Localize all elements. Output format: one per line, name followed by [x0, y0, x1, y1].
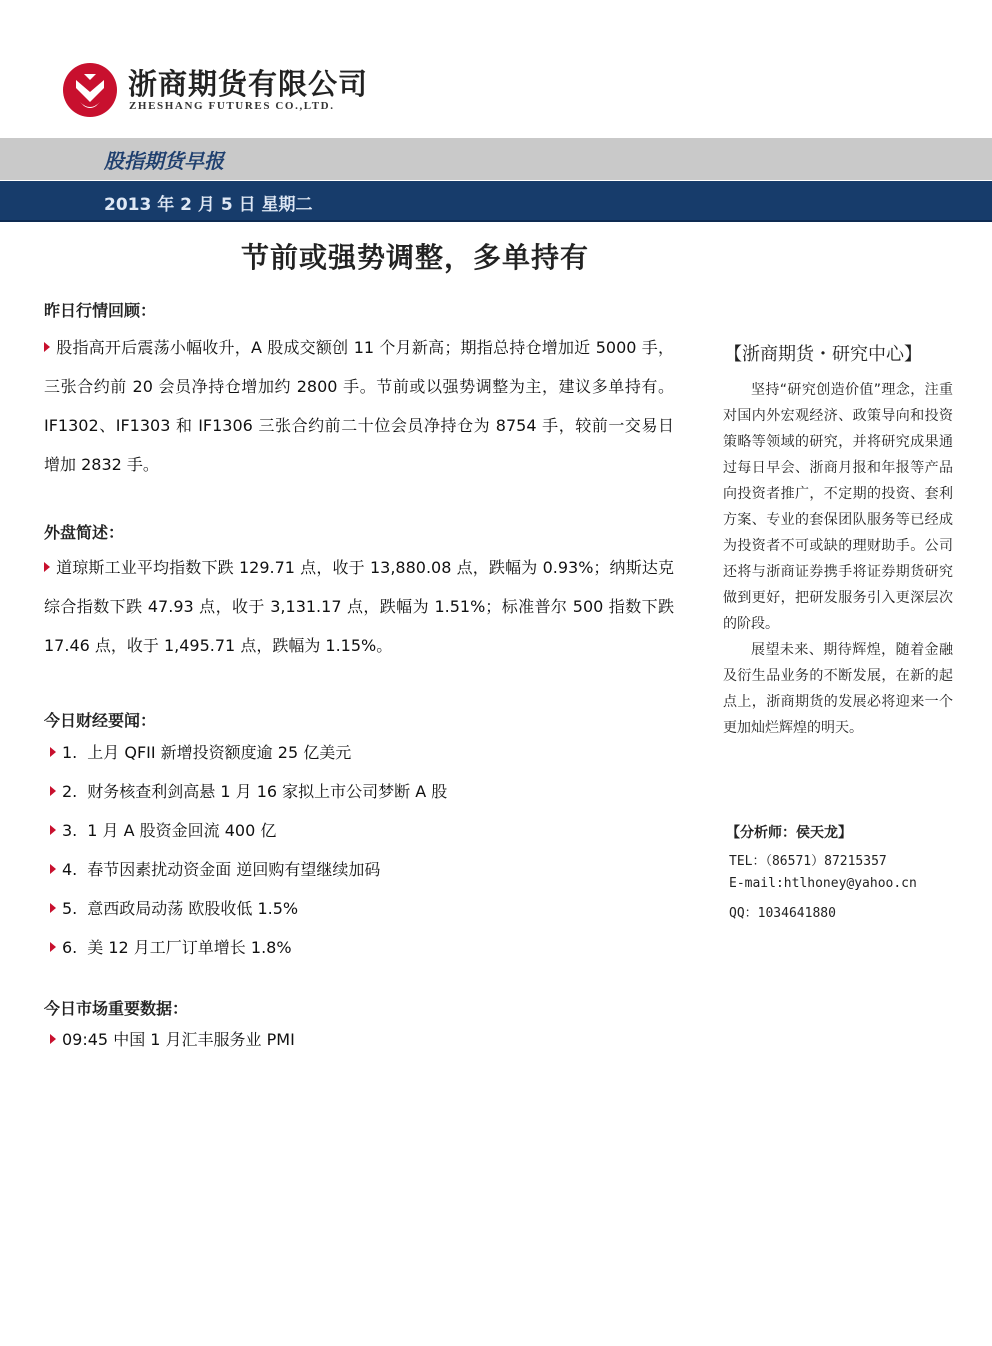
sidebar-paragraph-1: 坚持“研究创造价值”理念，注重对国内外宏观经济、政策导向和投资策略等领域的研究，并将研究成果通过每日早会、浙商月报和年报等产品向投资者推广，不定期的投资、套利方案、专业的套保团队服务等已经成为投资者不可或缺的理财助手。公司还将与浙商证券携手将证券期货研究做到更好，把研发服务引入更深层次的阶段。 — [723, 382, 953, 632]
sidebar-intro — [723, 377, 953, 741]
news-item-text: 上月 QFII 新增投资额度逾 25 亿美元 — [87, 743, 352, 762]
news-item-number: 6. — [62, 938, 78, 957]
news-item-text: 美 12 月工厂订单增长 1.8% — [87, 938, 292, 957]
data-item — [50, 1027, 295, 1050]
news-item-text: 1 月 A 股资金回流 400 亿 — [87, 821, 277, 840]
section-title-news: 今日财经要闻： — [44, 711, 157, 730]
bullet-arrow-icon — [50, 903, 56, 913]
headline: 节前或强势调整，多单持有 — [240, 241, 589, 274]
news-item — [50, 779, 447, 802]
sidebar-title: 【浙商期货・研究中心】 — [724, 344, 922, 365]
analyst-tel: TEL：（86571）87215357 — [729, 854, 887, 869]
bullet-arrow-icon — [44, 562, 50, 572]
analyst-qq: QQ：1034641880 — [729, 906, 836, 921]
bullet-arrow-icon — [50, 942, 56, 952]
report-type: 股指期货早报 — [104, 149, 224, 173]
analyst-title: 【分析师：侯天龙】 — [726, 825, 852, 841]
news-item-number: 1. — [62, 743, 78, 762]
bullet-arrow-icon — [50, 1034, 56, 1044]
review-text: 股指高开后震荡小幅收升，A 股成交额创 11 个月新高；期指总持仓增加近 5000 手，三张合约前 20 会员净持仓增加约 2800 手。节前或以强势调整为主，建议多单持有。IF1302、IF1303 和 IF1306 三张合约前二十位会员净持仓为 8754 手，较前一交易日增加 2832 手。 — [44, 338, 674, 474]
review-paragraph — [44, 328, 674, 484]
overseas-text: 道琼斯工业平均指数下跌 129.71 点，收于 13,880.08 点，跌幅为 0.93%；纳斯达克综合指数下跌 47.93 点，收于 3,131.17 点，跌幅为 1.51%；标准普尔 500 指数下跌 17.46 点，收于 1,495.71 点，跌幅为 1.15%。 — [44, 558, 674, 655]
company-name-en: ZHESHANG FUTURES CO.,LTD. — [129, 100, 335, 112]
bullet-arrow-icon — [50, 864, 56, 874]
news-item — [50, 818, 276, 841]
zheshang-logo-icon — [62, 62, 118, 118]
overseas-paragraph — [44, 548, 674, 665]
news-item-number: 3. — [62, 821, 78, 840]
section-title-overseas: 外盘简述： — [44, 523, 125, 542]
news-item-text: 财务核查利剑高悬 1 月 16 家拟上市公司梦断 A 股 — [87, 782, 448, 801]
news-item — [50, 740, 351, 763]
bullet-arrow-icon — [50, 786, 56, 796]
news-item — [50, 935, 292, 958]
news-item — [50, 857, 380, 880]
analyst-email[interactable]: E-mail:htlhoney@yahoo.cn — [729, 876, 917, 891]
report-date: 2013 年 2 月 5 日 星期二 — [104, 195, 313, 215]
news-item-text: 春节因素扰动资金面 逆回购有望继续加码 — [87, 860, 381, 879]
company-name-cn: 浙商期货有限公司 — [128, 67, 369, 101]
news-item-number: 4. — [62, 860, 78, 879]
bullet-arrow-icon — [50, 747, 56, 757]
section-title-review: 昨日行情回顾： — [44, 301, 157, 320]
news-item-number: 5. — [62, 899, 78, 918]
section-title-data: 今日市场重要数据： — [44, 999, 189, 1018]
sidebar-paragraph-2: 展望未来、期待辉煌，随着金融及衍生品业务的不断发展，在新的起点上，浙商期货的发展必将迎来一个更加灿烂辉煌的明天。 — [723, 642, 953, 736]
bullet-arrow-icon — [50, 825, 56, 835]
news-item-text: 意西政局动荡 欧股收低 1.5% — [87, 899, 299, 918]
news-item — [50, 896, 298, 919]
data-item-text: 09:45 中国 1 月汇丰服务业 PMI — [62, 1030, 295, 1049]
news-item-number: 2. — [62, 782, 78, 801]
bullet-arrow-icon — [44, 342, 50, 352]
